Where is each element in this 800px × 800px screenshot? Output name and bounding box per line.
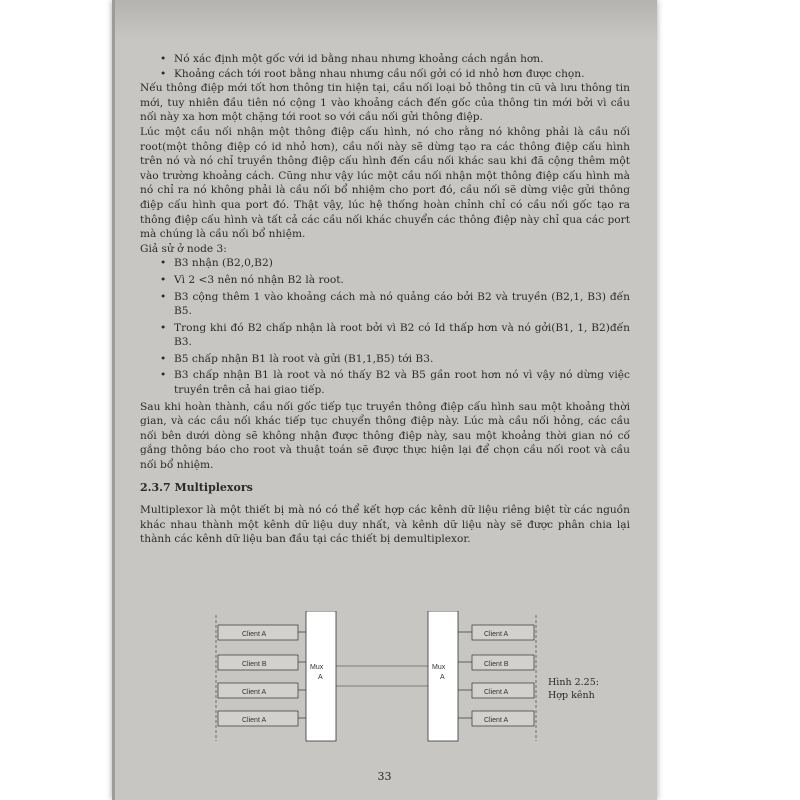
client-label: Client A xyxy=(484,631,509,638)
mux-label: Mux xyxy=(432,664,446,671)
figure-caption: Hình 2.25: Hợp kênh xyxy=(548,677,599,701)
mux-sublabel: A xyxy=(440,674,445,681)
client-label: Client A xyxy=(242,717,267,724)
section-heading: 2.3.7 Multiplexors xyxy=(140,480,253,494)
paragraph: Lúc một cầu nối nhận một thông điệp cấu hình, nó cho rằng nó không phải là cầu nối root(một thông điệp có id nhỏ hơn), cầu nối này sẽ dừng tạo ra các thông điệp cấu hình trên nó và nó chỉ truyền thông điệp cấu hình đến cầu nối khác sau khi đã cộng thêm một vào trường khoảng cách. Cũng như vậy lúc một cầu nối nhận một thông điệp cấu hình mà nó chỉ ra nó không phải là cầu nối bổ nhiệm cho port đó, cầu nối sẽ dừng việc gửi thông điệp cấu hình qua port đó. Thật vậy, lúc hệ thống hoàn chỉnh chỉ có cầu nối gốc tạo ra thông điệp cấu hình và tất cả các cầu nối khác chuyển các thông điệp này chỉ qua các port mà chúng là cầu nối bổ nhiệm. xyxy=(140,125,630,241)
mux-sublabel: A xyxy=(318,674,323,681)
paragraph: Giả sử ở node 3: xyxy=(140,242,227,255)
list-item: • B3 nhận (B2,0,B2) xyxy=(174,256,630,271)
list-item: • Nó xác định một gốc với id bằng nhau nhưng khoảng cách ngắn hơn. xyxy=(174,52,630,67)
right-client-box-2 xyxy=(472,655,534,670)
client-label: Client B xyxy=(484,661,509,668)
page-body xyxy=(140,52,630,547)
page-fold-shadow xyxy=(112,0,115,800)
client-label: Client A xyxy=(242,689,267,696)
mux-left-box xyxy=(306,611,336,741)
right-client-box-3 xyxy=(472,683,534,698)
mux-label: Mux xyxy=(310,664,324,671)
criteria-list xyxy=(140,52,630,81)
client-label: Client A xyxy=(484,689,509,696)
right-client-box-4 xyxy=(472,711,534,726)
list-item: • Vì 2 <3 nên nó nhận B2 là root. xyxy=(174,273,630,288)
list-item: • B5 chấp nhận B1 là root và gửi (B1,1,B5) tới B3. xyxy=(174,352,630,367)
book-page xyxy=(112,0,657,800)
node-steps-list xyxy=(140,256,630,397)
client-label: Client B xyxy=(242,661,267,668)
previous-page-bleed xyxy=(112,0,657,40)
left-client-box-2 xyxy=(218,655,298,670)
left-client-box-3 xyxy=(218,683,298,698)
mux-right-box xyxy=(428,611,458,741)
list-item: • Khoảng cách tới root bằng nhau nhưng cầu nối gởi có id nhỏ hơn được chọn. xyxy=(174,67,630,82)
list-item: • B3 chấp nhận B1 là root và nó thấy B2 và B5 gần root hơn nó vì vậy nó dừng việc truyền trên cả hai giao tiếp. xyxy=(174,368,630,397)
client-label: Client A xyxy=(242,631,267,638)
left-client-box-1 xyxy=(218,625,298,640)
list-item: • B3 cộng thêm 1 vào khoảng cách mà nó quảng cáo bởi B2 và truyền (B2,1, B3) đến B5. xyxy=(174,290,630,319)
paragraph: Nếu thông điệp mới tốt hơn thông tin hiện tại, cầu nối loại bỏ thông tin cũ và lưu thông tin mới, tuy nhiên đầu tiên nó cộng 1 vào khoảng cách đến gốc của thông tin mới bởi vì cầu nối này xa hơn một chặng tới root so với cầu nối gửi thông điệp. xyxy=(140,82,630,124)
left-client-box-4 xyxy=(218,711,298,726)
right-client-box-1 xyxy=(472,625,534,640)
paragraph: Multiplexor là một thiết bị mà nó có thể kết hợp các kênh dữ liệu riêng biệt từ các nguồn khác nhau thành một kênh dữ liệu duy nhất, và kênh dữ liệu này sẽ được phân chia lại thành các kênh dữ liệu ban đầu tại các thiết bị demultiplexor. xyxy=(140,504,630,546)
paragraph: Sau khi hoàn thành, cầu nối gốc tiếp tục truyền thông điệp cấu hình sau một khoảng thời gian, và các cầu nối khác tiếp tục chuyển thông điệp này. Lúc mà cầu nối hỏng, các cầu nối bên dưới dòng sẽ không nhận được thông điệp này, sau một khoảng thời gian nó cố gắng thông báo cho root và thuật toán sẽ được thực hiện lại để chọn cầu nối root và cầu nối bổ nhiệm. xyxy=(140,400,630,472)
client-label: Client A xyxy=(484,717,509,724)
list-item: • Trong khi đó B2 chấp nhận là root bởi vì B2 có Id thấp hơn và nó gởi(B1, 1, B2)đến B3. xyxy=(174,321,630,350)
page-number: 33 xyxy=(377,770,392,783)
